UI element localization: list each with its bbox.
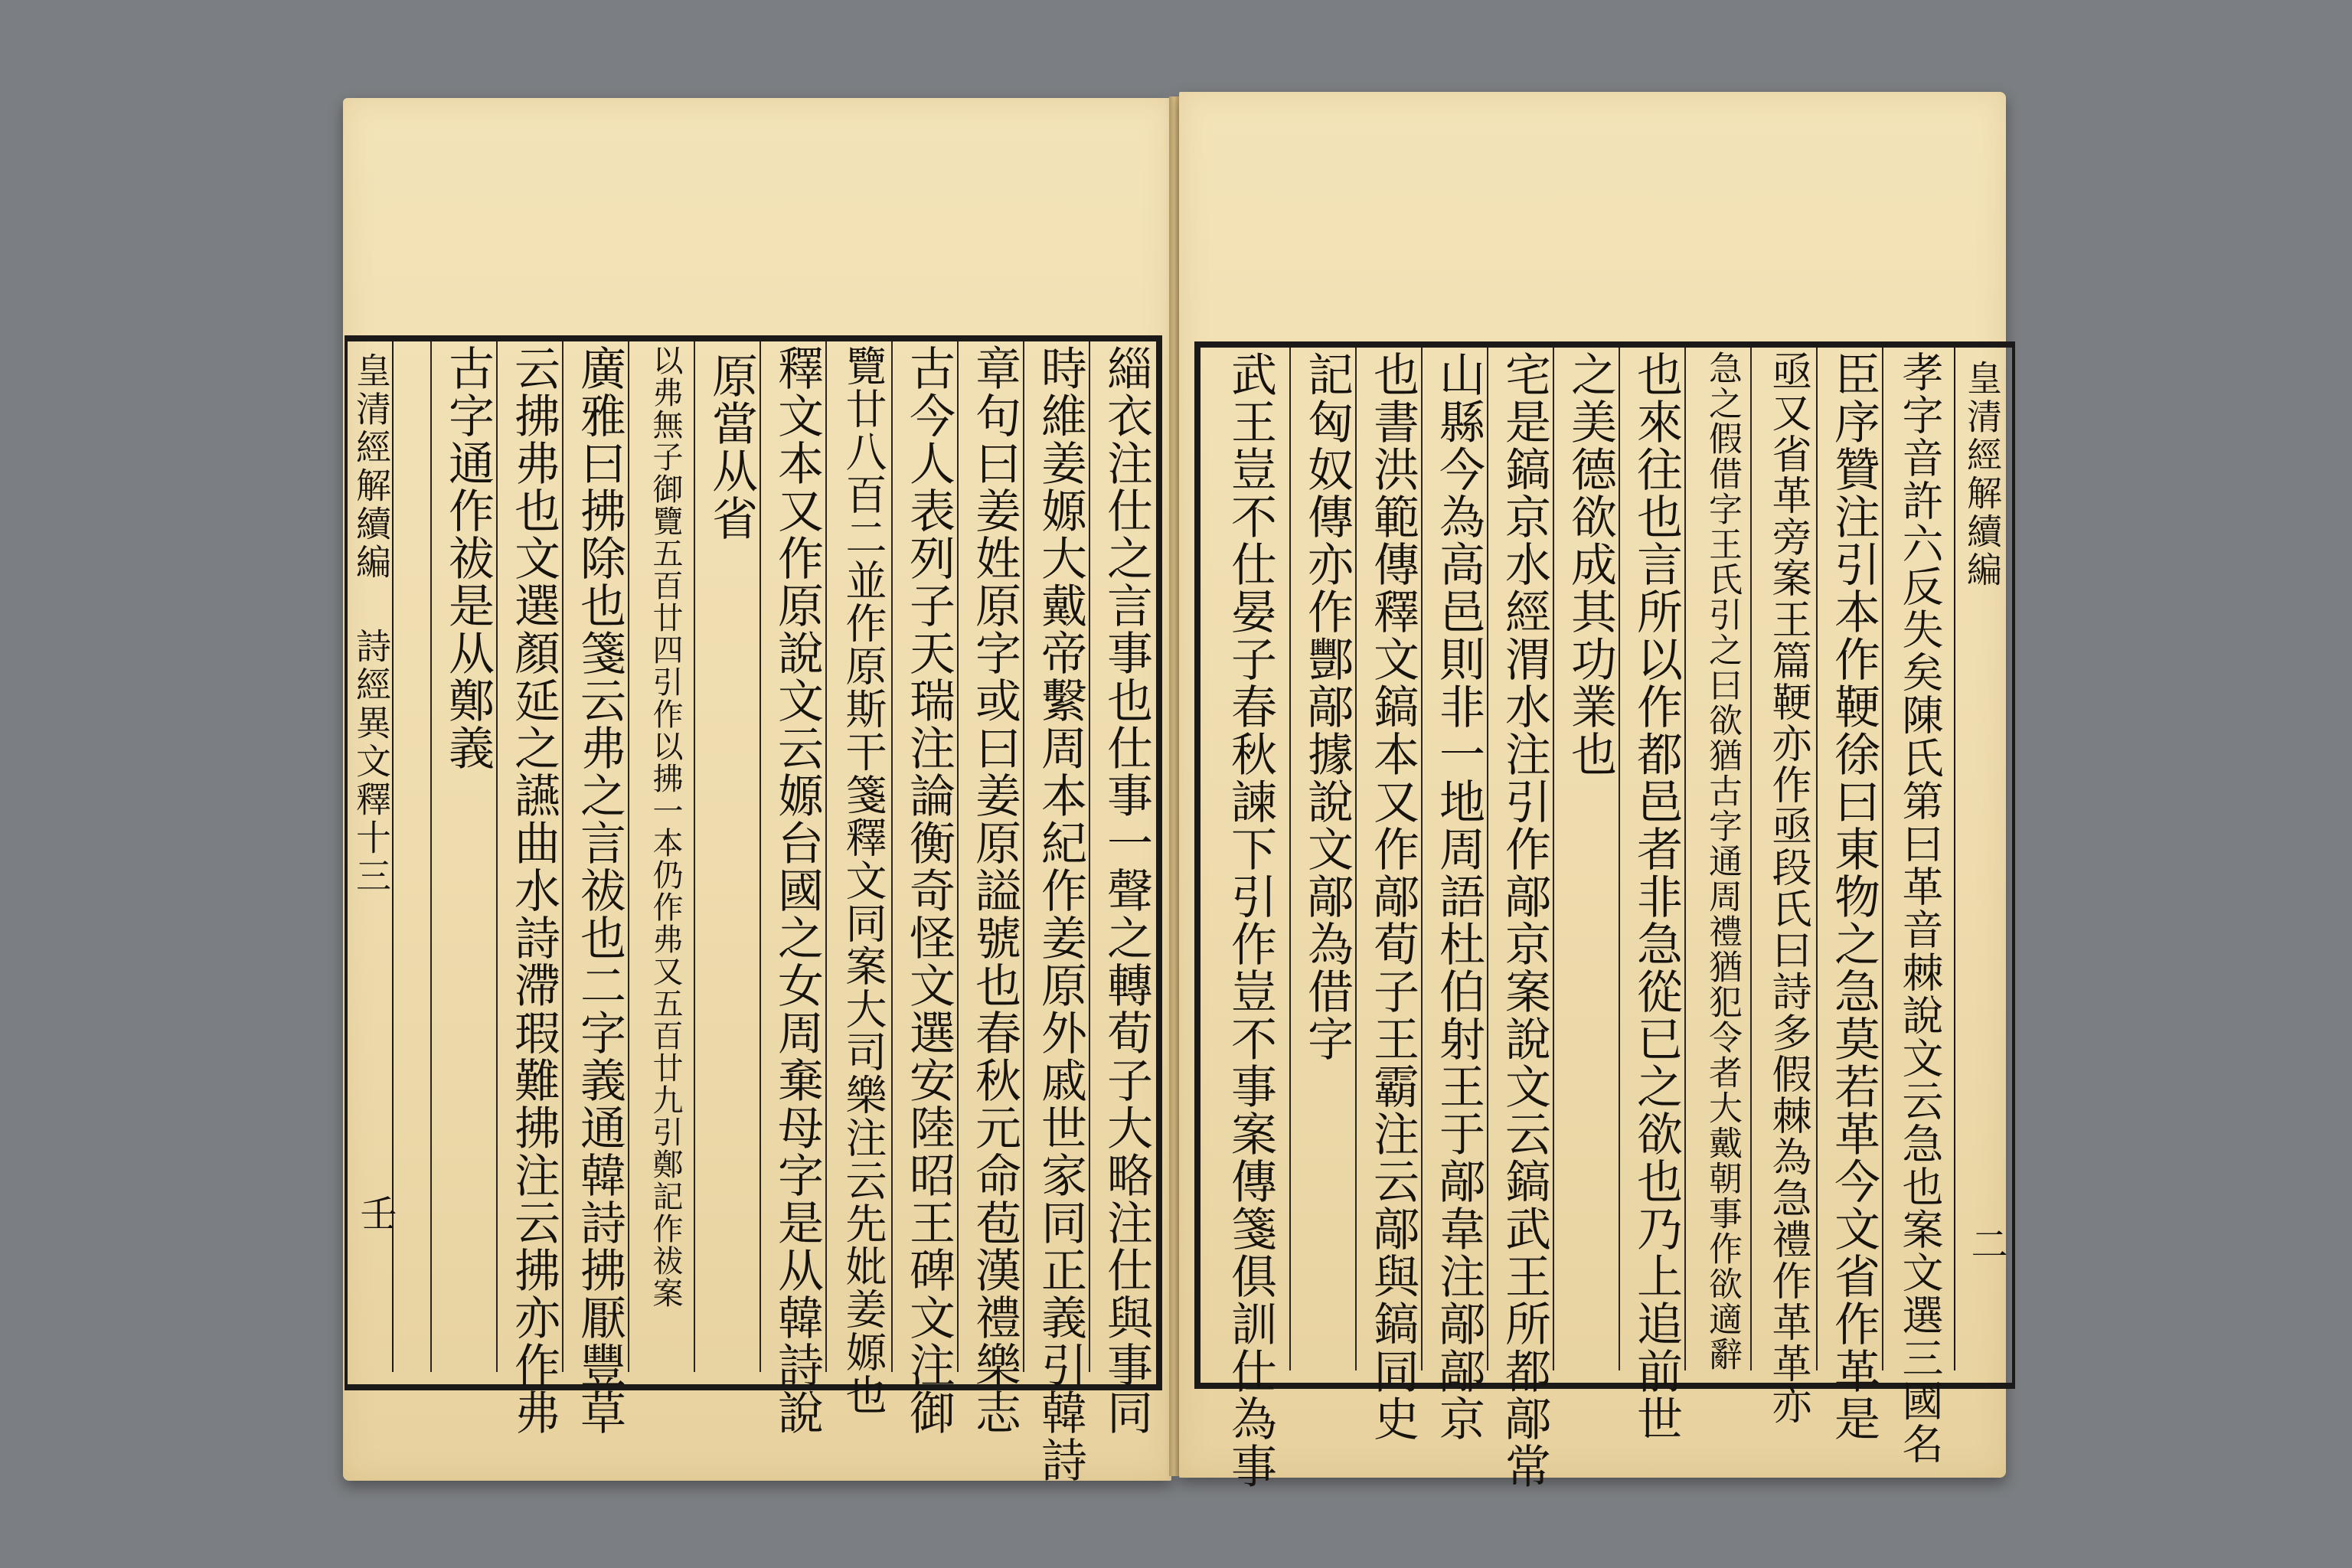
right-text-column: 武王豈不仕晏子春秋諫下引作豈不事案傳箋俱訓仕為事 [1223,351,1277,1490]
right-margin-title: 皇清經解續編 [1962,360,2003,590]
left-text-column: 覽廿八百二並作原斯干箋釋文同案大司樂注云先妣姜嫄也 [839,345,887,1416]
right-text-column: 也書洪範傳釋文鎬本又作鄗荀子王霸注云鄗與鎬同史 [1366,351,1419,1442]
right-text-column: 孝字音許六反失矣陳氏第曰革音棘說文云急也案文選三國名 [1896,351,1944,1465]
right-folio: 二 [1965,1225,2007,1262]
right-text-column: 宅是鎬京水經渭水注引作鄗京案說文云鎬武王所都鄗常 [1498,351,1551,1490]
right-text-column: 臣序贊注引本作鞕徐曰東物之急莫若革今文省作革是 [1827,351,1880,1442]
left-text-column: 釋文本又作原說文云嫄台國之女周棄母字是从韓詩說 [770,345,824,1436]
left-margin-section: 詩經異文釋十三 [351,628,392,896]
left-text-column: 古今人表列子天瑞注論衡奇怪文選安陸昭王碑文注御 [902,345,956,1436]
right-text-column: 急之假借字王氏引之曰欲猶古字通周禮猶犯令者大戴朝事作欲適辭 [1703,351,1742,1372]
right-text-column: 山縣今為高邑則非一地周語杜伯射王于鄗韋注鄗鄗京 [1432,351,1485,1442]
right-text-column: 之美德欲成其功業也 [1563,351,1617,778]
left-margin-title: 皇清經解續編 [351,352,392,582]
right-text-column: 記匈奴傳亦作酆鄗據說文鄗為借字 [1300,351,1354,1063]
right-text-column: 也來往也言所以作都邑者非急從已之欲也乃上追前世 [1629,351,1683,1442]
left-text-column: 云拂弗也文選顏延之讌曲水詩滯瑕難拂注云拂亦作弗 [507,345,560,1436]
left-text-column: 以弗無子御覽五百廿四引作以拂一本仍作弗又五百廿九引鄭記作祓案 [648,345,683,1309]
left-text-column: 古字通作祓是从鄭義 [441,345,495,772]
left-text-column: 緇衣注仕之言事也仕事一聲之轉荀子大略注仕與事同 [1099,345,1153,1436]
right-margin-rule [1954,348,1955,1370]
left-text-column: 章句曰姜姓原字或曰姜原謚號也春秋元命苞漢禮樂志 [968,345,1021,1436]
right-text-column: 亟又省革旁案王篇鞕亦作亟段氏曰詩多假棘為急禮作革革亦 [1765,351,1811,1426]
left-text-column: 廣雅曰拂除也箋云弗之言祓也二字義通韓詩拂厭豐草 [573,345,626,1436]
left-folio: 壬 [354,1194,397,1231]
left-text-column: 原當从省 [704,352,758,542]
left-text-column: 時維姜嫄大戴帝繫周本紀作姜原外戚世家同正義引韓詩 [1034,345,1087,1484]
